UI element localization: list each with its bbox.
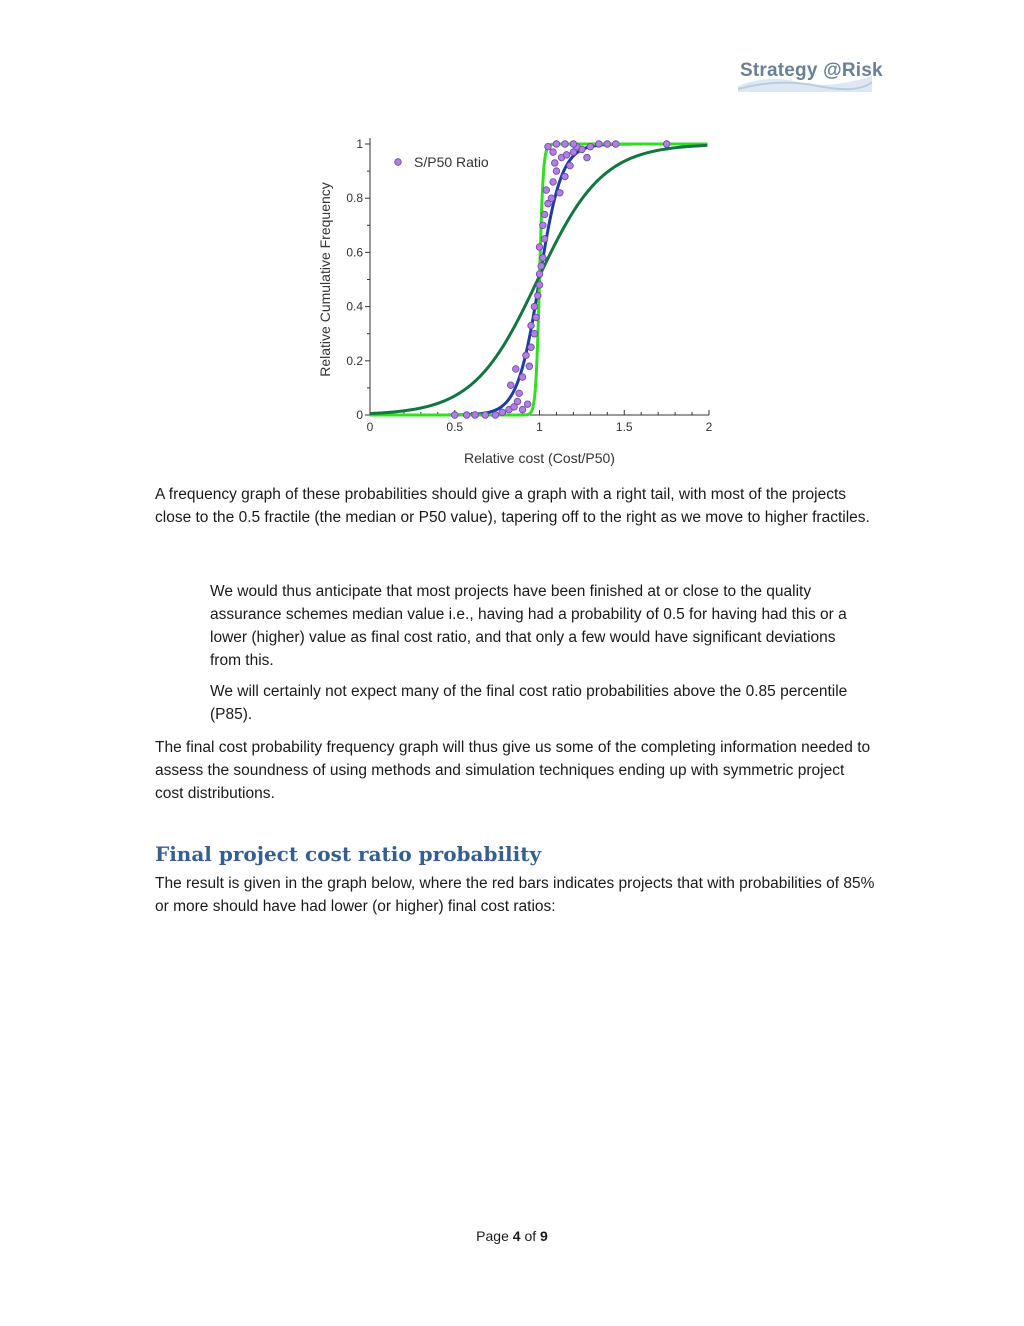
data-point xyxy=(584,154,591,161)
dark-green-curve-line xyxy=(370,145,707,413)
data-point xyxy=(499,409,506,416)
data-point xyxy=(528,322,535,329)
data-point xyxy=(540,222,547,229)
data-point xyxy=(519,374,526,381)
data-point xyxy=(567,162,574,169)
logo-text: Strategy @Risk xyxy=(740,60,883,81)
data-point xyxy=(570,141,577,148)
data-point xyxy=(540,255,547,262)
chart-curves xyxy=(370,144,707,415)
data-point xyxy=(551,160,558,167)
data-point xyxy=(596,141,603,148)
data-point xyxy=(514,398,521,405)
data-point xyxy=(516,390,523,397)
y-tick-label: 0.2 xyxy=(346,353,363,368)
y-tick-label: 1 xyxy=(356,137,363,151)
x-tick-label: 1.5 xyxy=(615,420,633,434)
x-axis-title: Relative cost (Cost/P50) xyxy=(464,450,615,466)
page-label: Page xyxy=(476,1228,509,1244)
paragraph-final-cost: The final cost probability frequency graph will thus give us some of the completing information needed to assess the soundness of using methods and simulation techniques ending up with symmetric project cost distributions. xyxy=(155,739,871,802)
data-point xyxy=(541,236,548,243)
x-tick-label: 2 xyxy=(705,420,713,434)
data-point xyxy=(553,168,560,175)
legend-marker xyxy=(395,159,402,166)
data-point xyxy=(533,314,540,321)
data-point xyxy=(557,189,564,196)
data-point xyxy=(492,412,499,419)
company-logo xyxy=(738,56,883,92)
data-point xyxy=(604,141,611,148)
data-point xyxy=(524,401,531,408)
of-label: of xyxy=(524,1228,537,1244)
y-tick-label: 0.6 xyxy=(346,245,363,260)
data-point xyxy=(536,244,543,251)
data-point xyxy=(463,412,470,419)
chart-legend xyxy=(395,154,489,170)
quote-not-expect: We will certainly not expect many of the final cost ratio probabilities above the 0.85 percentile (P85). xyxy=(210,683,848,723)
y-tick-label: 0 xyxy=(356,408,363,422)
y-tick-label: 0.4 xyxy=(346,299,363,314)
y-axis-title: Relative Cumulative Frequency xyxy=(317,182,333,377)
data-point xyxy=(550,149,557,156)
data-point xyxy=(563,152,570,159)
cumulative-frequency-chart xyxy=(312,130,722,470)
data-point xyxy=(612,141,619,148)
data-point xyxy=(519,406,526,413)
page-footer xyxy=(0,1228,1024,1244)
paragraph-frequency-graph: A frequency graph of these probabilities should give a graph with a right tail, with most of the projects close to the 0.5 fractile (the median or P50 value), tapering off to the right as we move to higher fractiles. xyxy=(155,486,870,526)
data-point xyxy=(507,382,514,389)
data-point xyxy=(531,303,538,310)
section-heading: Final project cost ratio probability xyxy=(155,842,542,866)
data-point xyxy=(663,141,670,148)
data-point xyxy=(562,141,569,148)
data-point xyxy=(587,143,594,150)
x-tick-label: 0.5 xyxy=(446,420,464,434)
legend-label: S/P50 Ratio xyxy=(414,154,489,170)
data-point xyxy=(535,292,542,299)
data-point xyxy=(472,412,479,419)
total-pages: 9 xyxy=(540,1228,548,1244)
data-point xyxy=(548,195,555,202)
data-point xyxy=(541,211,548,218)
chart-axes xyxy=(317,137,713,466)
paragraph-result: The result is given in the graph below, where the red bars indicates projects that with probabilities of 85% or more should have had lower (or higher) final cost ratios: xyxy=(155,875,875,915)
data-point xyxy=(482,412,489,419)
data-point xyxy=(562,173,569,180)
data-point xyxy=(553,141,560,148)
data-point xyxy=(451,412,458,419)
data-point xyxy=(543,187,550,194)
data-point xyxy=(545,143,552,150)
page-number: 4 xyxy=(512,1228,521,1244)
data-point xyxy=(526,363,533,370)
x-tick-label: 0 xyxy=(366,420,374,434)
data-point xyxy=(528,344,535,351)
data-point xyxy=(536,271,543,278)
data-point xyxy=(538,263,545,270)
data-point xyxy=(550,179,557,186)
data-point xyxy=(536,282,543,289)
quote-anticipate: We would thus anticipate that most projects have been finished at or close to the quality assurance schemes median value i.e., having had a probability of 0.5 for having had this or a lower (higher) value as final cost ratio, and that only a few would have significant deviations from this. xyxy=(210,583,847,669)
data-point xyxy=(512,366,519,373)
x-tick-label: 1 xyxy=(536,420,543,434)
data-point xyxy=(523,352,530,359)
data-point xyxy=(531,330,538,337)
y-tick-label: 0.8 xyxy=(346,191,363,206)
